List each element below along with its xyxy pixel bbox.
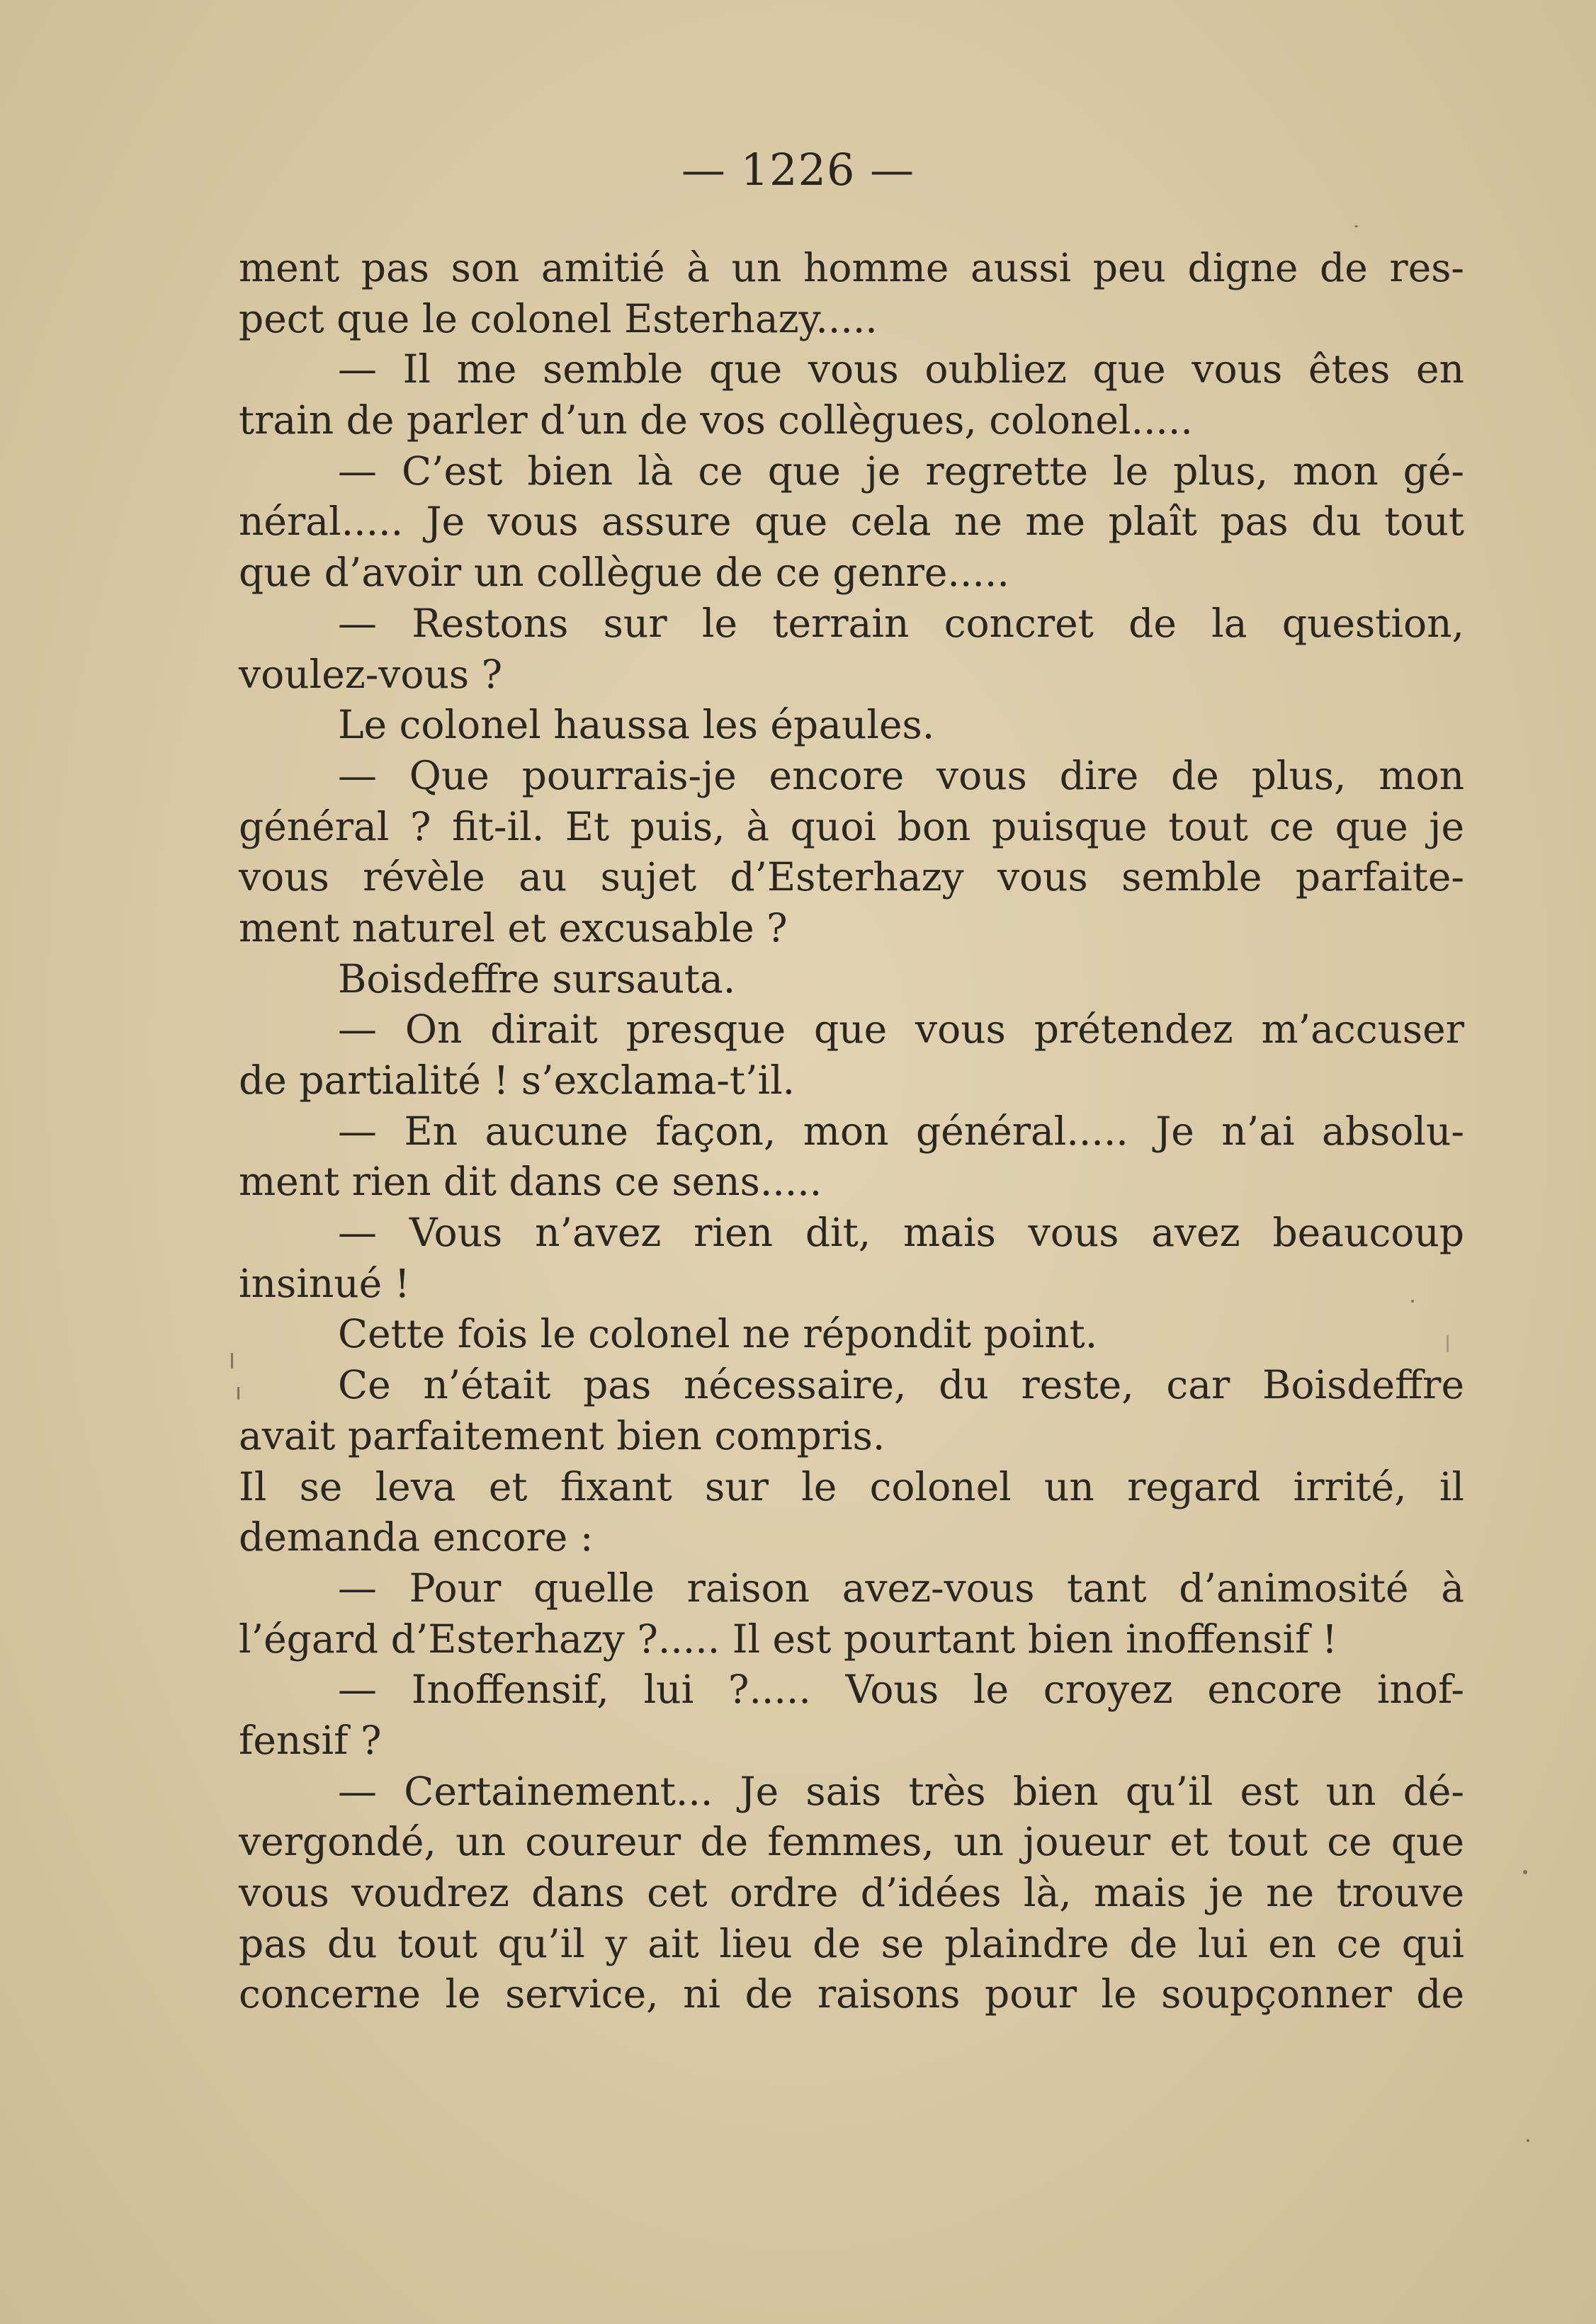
text-line: ment naturel et excusable ? [239,905,788,951]
text-line: — Inoffensif, lui ?..... Vous le croyez encore inof- [338,1667,1464,1713]
text-line: concerne le service, ni de raisons pour le soupçonner de [239,1971,1464,2017]
text-line: — Restons sur le terrain concret de la question, [338,600,1464,646]
text-line: — C’est bien là ce que je regrette le plus, mon gé- [338,448,1464,494]
body-text [239,243,1464,2020]
text-line: vous révèle au sujet d’Esterhazy vous semble parfaite- [239,854,1464,900]
text-line: ment rien dit dans ce sens..... [239,1159,822,1205]
text-line: insinué ! [239,1260,410,1306]
text-line: ment pas son amitié à un homme aussi peu digne de res- [239,245,1464,290]
paper-speck [1354,225,1358,227]
text-line: vous voudrez dans cet ordre d’idées là, mais je ne trouve [239,1870,1464,1915]
text-line: Il se leva et fixant sur le colonel un regard irrité, il [239,1463,1464,1509]
text-line: l’égard d’Esterhazy ?..... Il est pourtant bien inoffensif ! [239,1616,1338,1662]
text-line: voulez-vous ? [239,651,503,697]
text-line: de partialité ! s’exclama-t’il. [239,1058,796,1103]
text-line: pect que le colonel Esterhazy..... [239,295,878,341]
text-line: Le colonel haussa les épaules. [338,702,935,748]
text-line: Ce n’était pas nécessaire, du reste, car Boisdeffre [338,1362,1464,1408]
text-line: Boisdeffre sursauta. [338,956,736,1002]
text-line: Cette fois le colonel ne répondit point. [338,1311,1098,1357]
paper-speck [237,1387,239,1400]
paper-speck [1411,1300,1414,1303]
text-line: demanda encore : [239,1514,594,1560]
text-line: pas du tout qu’il y ait lieu de se plaindre de lui en ce qui [239,1920,1464,1966]
text-line: — Certainement... Je sais très bien qu’il est un dé- [338,1768,1464,1814]
text-line: — En aucune façon, mon général..... Je n’ai absolu- [338,1108,1464,1154]
text-line: néral..... Je vous assure que cela ne me plaît pas du tout [239,499,1464,545]
text-line: vergondé, un coureur de femmes, un joueur et tout ce que [239,1819,1464,1865]
text-line: — Vous n’avez rien dit, mais vous avez beaucoup [338,1210,1464,1256]
paper-speck [1527,2139,1529,2142]
text-line: — On dirait presque que vous prétendez m’accuser [338,1007,1464,1053]
paper-speck [1523,1870,1527,1874]
text-line: train de parler d’un de vos collègues, colonel..... [239,397,1193,443]
text-line: — Pour quelle raison avez-vous tant d’animosité à [338,1565,1464,1611]
text-line: fensif ? [239,1717,382,1763]
text-line: — Il me semble que vous oubliez que vous êtes en [338,346,1464,392]
page-number: — 1226 — [681,144,915,195]
text-line: — Que pourrais-je encore vous dire de plus, mon [338,752,1464,798]
paper-speck [1447,1335,1449,1352]
paper-speck [231,1353,233,1368]
text-line: général ? fit-il. Et puis, à quoi bon puisque tout ce que je [239,803,1464,849]
text-line: avait parfaitement bien compris. [239,1412,885,1458]
text-line: que d’avoir un collègue de ce genre..... [239,550,1009,596]
